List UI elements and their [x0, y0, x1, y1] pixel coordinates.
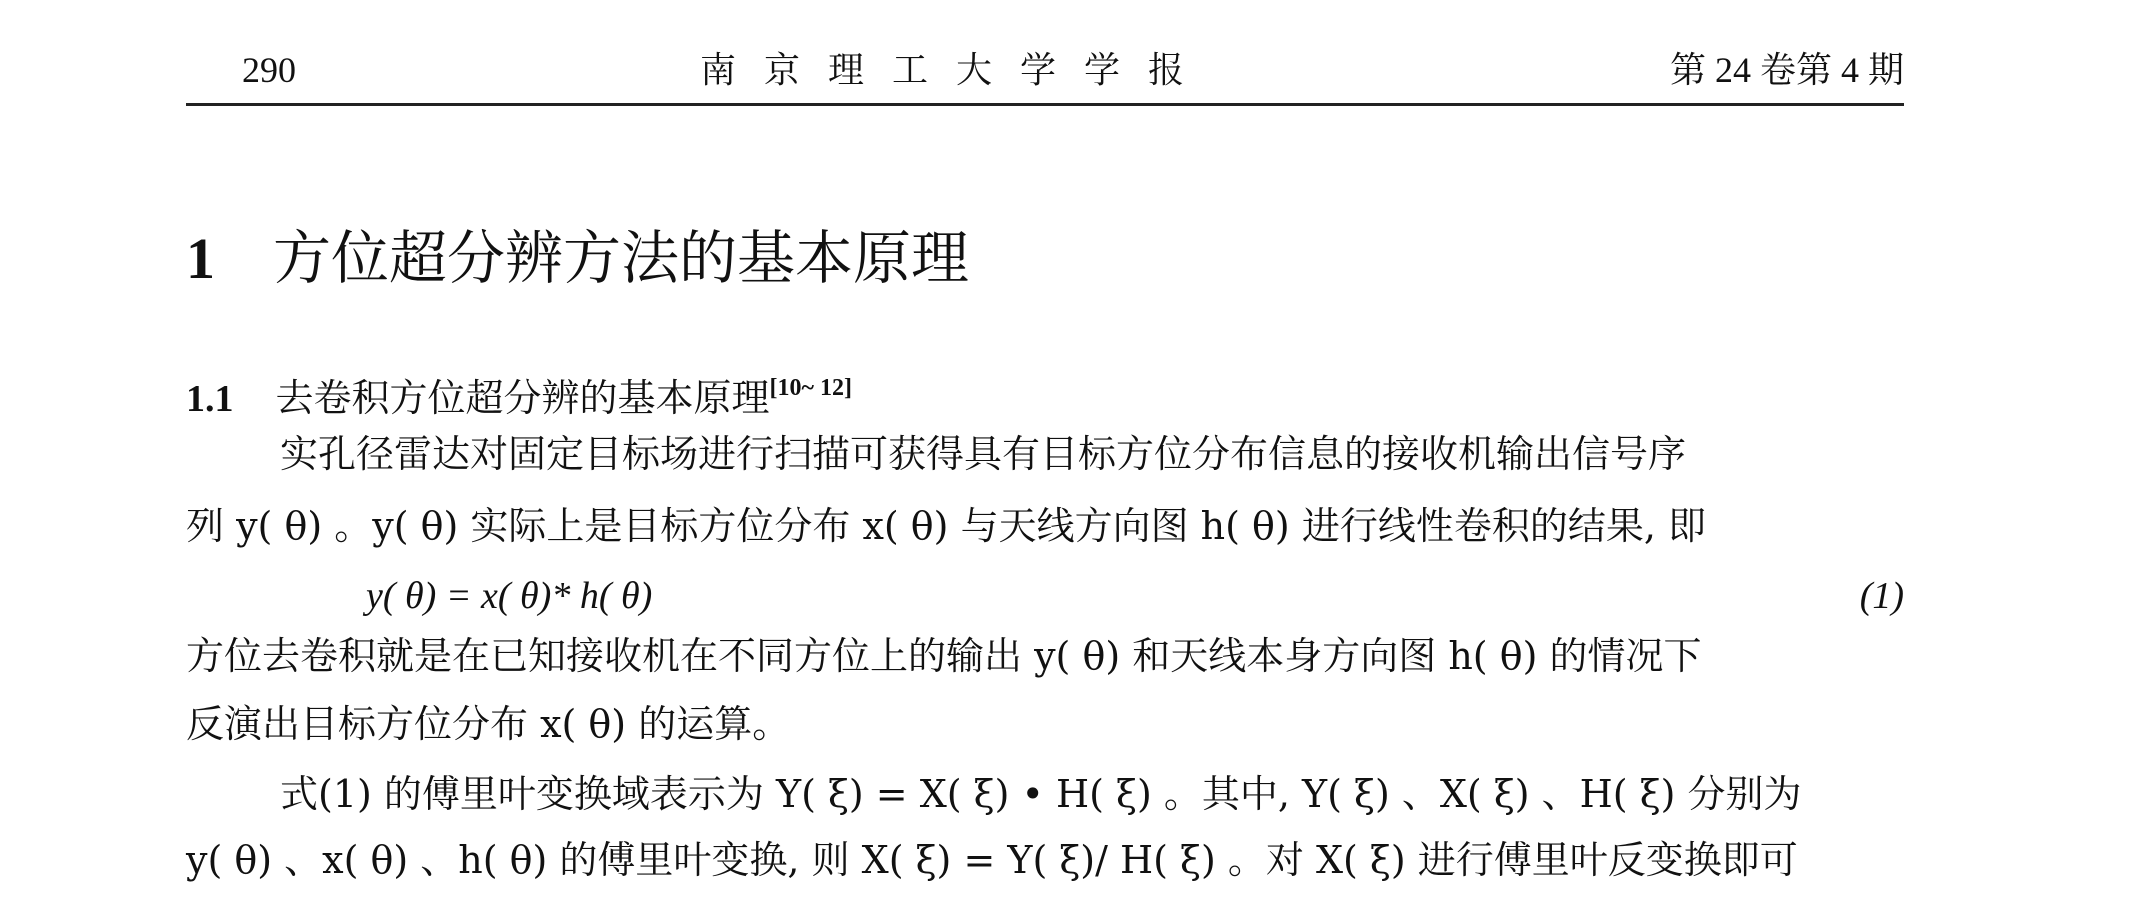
subsection-title: 去卷积方位超分辨的基本原理 — [275, 376, 770, 420]
header-rule — [186, 103, 1904, 106]
section-heading — [186, 222, 969, 295]
paragraph-1-line-2: 列 y( θ) 。y( θ) 实际上是目标方位分布 x( θ) 与天线方向图 h( θ) 进行线性卷积的结果, 即 — [186, 504, 1706, 548]
equation-number: (1) — [1859, 575, 1904, 617]
paragraph-3-line-1: 式(1) 的傅里叶变换域表示为 Y( ξ) = X( ξ) • H( ξ) 。其中, Y( ξ) 、X( ξ) 、H( ξ) 分别为 — [280, 772, 1802, 816]
page-number: 290 — [242, 50, 296, 90]
journal-name: 南京理工大学学报 — [700, 50, 1213, 90]
section-number: 1 — [186, 226, 215, 291]
citation-ref: [10~ 12] — [769, 375, 852, 401]
subsection-heading — [186, 362, 852, 425]
section-title: 方位超分辨方法的基本原理 — [273, 224, 970, 292]
subsection-number: 1.1 — [186, 378, 234, 420]
paragraph-3-line-2: y( θ) 、x( θ) 、h( θ) 的傅里叶变换, 则 X( ξ) = Y( ξ)/ H( ξ) 。对 X( ξ) 进行傅里叶反变换即可 — [186, 838, 1798, 882]
equation-1: y( θ) = x( θ)* h( θ) — [366, 575, 653, 617]
volume-issue: 第 24 卷第 4 期 — [1669, 50, 1904, 90]
paragraph-2-line-1: 方位去卷积就是在已知接收机在不同方位上的输出 y( θ) 和天线本身方向图 h( θ) 的情况下 — [186, 634, 1702, 678]
paragraph-1-line-1: 实孔径雷达对固定目标场进行扫描可获得具有目标方位分布信息的接收机输出信号序 — [280, 432, 1687, 476]
paragraph-2-line-2: 反演出目标方位分布 x( θ) 的运算。 — [186, 702, 791, 746]
